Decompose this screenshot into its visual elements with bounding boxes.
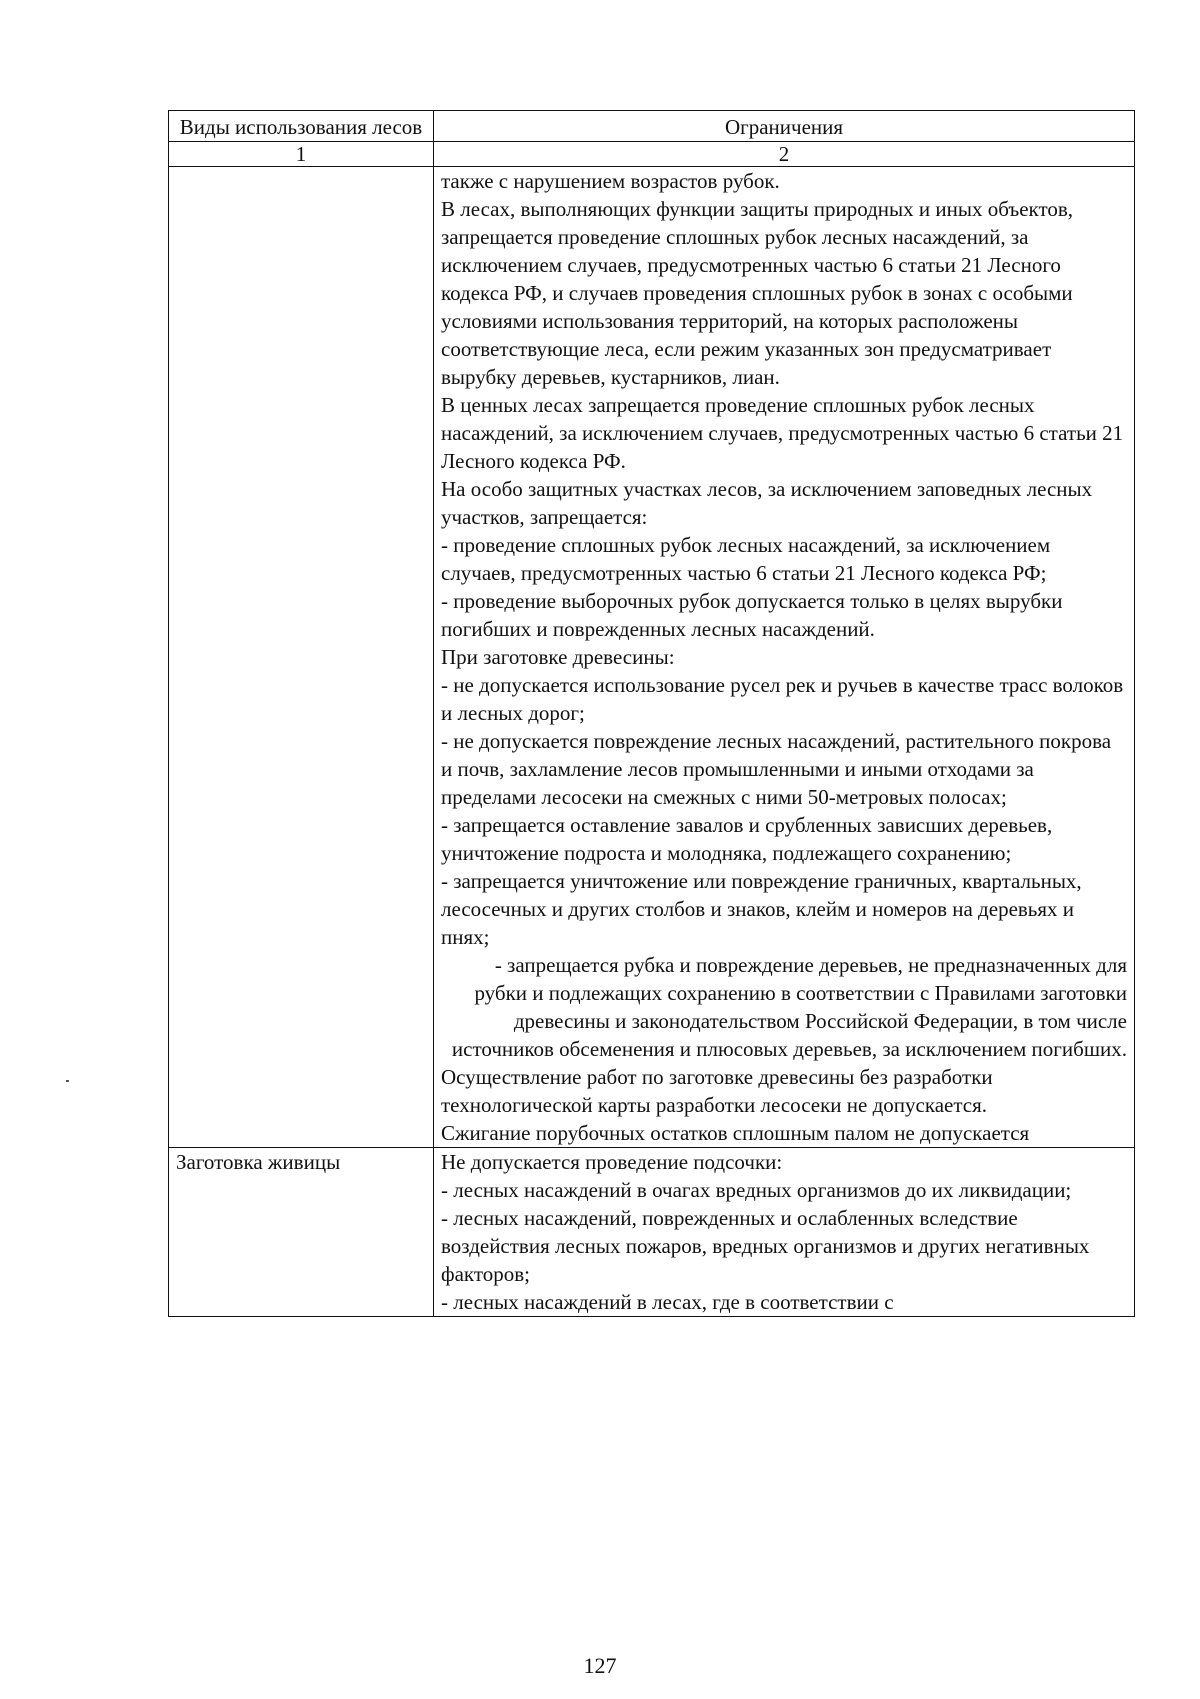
header-forest-use-types: Виды использования лесов (169, 111, 434, 142)
column-number-row (169, 142, 1135, 167)
table-row (169, 167, 1135, 1148)
scan-speck (66, 1080, 69, 1082)
restriction-paragraph: Осуществление работ по заготовке древесины без разработки технологической карты разработки лесосеки не допускается. (441, 1065, 993, 1117)
restriction-paragraph: - проведение сплошных рубок лесных насаждений, за исключением случаев, предусмотренных частью 6 статьи 21 Лесного кодекса РФ; (441, 533, 1051, 585)
restriction-paragraph: - лесных насаждений в очагах вредных организмов до их ликвидации; (441, 1178, 1072, 1202)
restriction-paragraph: Не допускается проведение подсочки: (441, 1150, 783, 1174)
row1-use-type (169, 167, 434, 1148)
restriction-paragraph: - запрещается уничтожение или повреждение граничных, квартальных, лесосечных и других столбов и знаков, клейм и номеров на деревьях и пнях; (441, 869, 1082, 949)
column-number-1: 1 (169, 142, 434, 167)
restriction-paragraph: - проведение выборочных рубок допускается только в целях вырубки погибших и поврежденных лесных насаждений. (441, 589, 1063, 641)
restriction-paragraph: - не допускается использование русел рек и ручьев в качестве трасс волоков и лесных дорог; (441, 673, 1124, 725)
table-row (169, 1148, 1135, 1317)
row2-restrictions (434, 1148, 1135, 1317)
restriction-paragraph: На особо защитных участках лесов, за исключением заповедных лесных участков, запрещается: (441, 477, 1093, 529)
table-header-row (169, 111, 1135, 142)
header-restrictions: Ограничения (434, 111, 1135, 142)
restriction-paragraph: В ценных лесах запрещается проведение сплошных рубок лесных насаждений, за исключением случаев, предусмотренных частью 6 статьи 21 Лесного кодекса РФ. (441, 393, 1124, 473)
restriction-paragraph: При заготовке древесины: (441, 645, 675, 669)
row1-restrictions (434, 167, 1135, 1148)
column-number-2: 2 (434, 142, 1135, 167)
restriction-paragraph: также с нарушением возрастов рубок. (441, 169, 780, 193)
restrictions-table (168, 110, 1135, 1317)
restriction-paragraph: - лесных насаждений, поврежденных и ослабленных вследствие воздействия лесных пожаров, вредных организмов и других негативных факторов; (441, 1206, 1090, 1286)
page-number: 127 (583, 1653, 617, 1678)
restriction-paragraph: В лесах, выполняющих функции защиты природных и иных объектов, запрещается проведение сплошных рубок лесных насаждений, за исключением случаев, предусмотренных частью 6 статьи 21 Лесного кодекса РФ, и случаев проведения сплошных рубок в зонах с особыми условиями использования территорий, на которых расположены соответствующие леса, если режим указанных зон предусматривает вырубку деревьев, кустарников, лиан. (441, 197, 1074, 389)
restriction-paragraph: - не допускается повреждение лесных насаждений, растительного покрова и почв, захламление лесов промышленными и иными отходами за пределами лесосеки на смежных с ними 50-метровых полосах; (441, 729, 1112, 809)
restriction-paragraph-right-aligned: - запрещается рубка и повреждение деревьев, не предназначенных для рубки и подлежащих сохранению в соответствии с Правилами заготовки древесины и законодательством Российской Федерации, в том числе источников обсеменения и плюсовых деревьев, за исключением погибших. (451, 953, 1127, 1061)
restriction-paragraph: - запрещается оставление завалов и срубленных зависших деревьев, уничтожение подроста и молодняка, подлежащего сохранению; (441, 813, 1053, 865)
restriction-paragraph: Сжигание порубочных остатков сплошным палом не допускается (441, 1121, 1030, 1145)
row2-use-type: Заготовка живицы (169, 1148, 434, 1317)
restriction-paragraph: - лесных насаждений в лесах, где в соответствии с (441, 1290, 894, 1314)
